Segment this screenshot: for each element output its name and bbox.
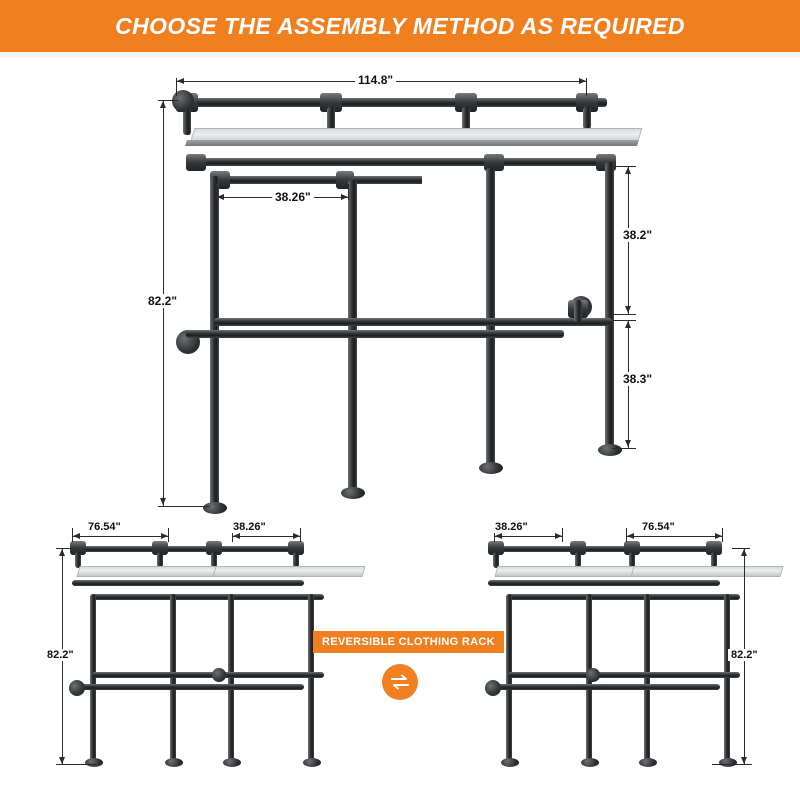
pipe-joint bbox=[186, 154, 206, 171]
variant-front-rail bbox=[508, 594, 740, 600]
banner-divider bbox=[0, 52, 800, 57]
dim-tick bbox=[348, 184, 349, 200]
dim-arrow bbox=[160, 101, 166, 108]
variant-post bbox=[228, 594, 234, 762]
floor-foot bbox=[165, 758, 183, 767]
dim-arrow bbox=[741, 549, 747, 556]
variant-lower-rail bbox=[488, 684, 720, 690]
dim-inner-span-label: 38.26" bbox=[272, 190, 314, 204]
dim-tick bbox=[158, 506, 210, 507]
variant-post bbox=[506, 594, 512, 762]
dim-tick bbox=[722, 528, 723, 542]
floor-foot bbox=[303, 758, 321, 767]
dim-arrow bbox=[233, 533, 240, 539]
dim-tick bbox=[56, 764, 96, 765]
wall-flange bbox=[212, 668, 226, 682]
dim-arrow bbox=[715, 533, 722, 539]
front-upper-rail bbox=[212, 176, 712, 184]
top-rail-pipe bbox=[175, 98, 607, 107]
dim-arrow bbox=[217, 194, 224, 200]
variant-lower-front-rail bbox=[92, 672, 324, 678]
dim-arrow bbox=[625, 306, 631, 313]
dim-right-height-label: 82.2" bbox=[728, 649, 761, 661]
upper-hang-rail bbox=[186, 158, 616, 166]
dim-line-left-long bbox=[72, 536, 168, 537]
dim-tick bbox=[586, 78, 587, 96]
dim-lower-right-height-label: 38.3" bbox=[620, 372, 655, 386]
header-banner bbox=[0, 0, 800, 52]
right-vertical-post bbox=[605, 162, 614, 450]
variant-top-rail bbox=[488, 546, 720, 552]
dim-arrow bbox=[495, 533, 502, 539]
dim-arrow bbox=[555, 533, 562, 539]
dim-tick bbox=[300, 528, 301, 542]
dim-arrow bbox=[177, 78, 184, 84]
variant-post bbox=[90, 594, 96, 762]
dim-tick bbox=[712, 764, 752, 765]
reversible-badge: REVERSIBLE CLOTHING RACK bbox=[313, 631, 504, 653]
dim-right-long-label: 76.54" bbox=[639, 521, 678, 533]
dim-arrow bbox=[293, 533, 300, 539]
variant-shelf-board bbox=[630, 566, 783, 577]
variant-rail bbox=[72, 580, 304, 586]
dim-right-short-label: 38.26" bbox=[492, 521, 531, 533]
left-vertical-post bbox=[210, 176, 219, 506]
dim-tick bbox=[168, 528, 169, 542]
dim-arrow bbox=[579, 78, 586, 84]
variant-lower-rail bbox=[72, 684, 304, 690]
floor-foot bbox=[639, 758, 657, 767]
floor-foot bbox=[223, 758, 241, 767]
dim-overall-height-label: 82.2" bbox=[145, 294, 180, 308]
lower-front-rail bbox=[214, 318, 612, 326]
dim-arrow bbox=[73, 533, 80, 539]
variant-post bbox=[644, 594, 650, 762]
dim-line-right-long bbox=[626, 536, 722, 537]
dim-arrow bbox=[341, 194, 348, 200]
dim-left-short-label: 38.26" bbox=[230, 521, 269, 533]
dim-arrow bbox=[59, 757, 65, 764]
floor-foot bbox=[598, 444, 622, 456]
floor-foot bbox=[341, 487, 365, 499]
dim-arrow bbox=[741, 757, 747, 764]
variant-post bbox=[724, 594, 730, 762]
dim-line-left-short bbox=[232, 536, 300, 537]
dim-tick bbox=[612, 448, 636, 449]
wall-flange bbox=[485, 680, 501, 696]
variant-rail bbox=[488, 580, 720, 586]
dim-tick bbox=[612, 314, 636, 315]
floor-foot bbox=[719, 758, 737, 767]
dim-arrow bbox=[625, 440, 631, 447]
variant-post bbox=[170, 594, 176, 762]
dim-arrow bbox=[59, 549, 65, 556]
variant-post bbox=[308, 594, 314, 762]
dim-upper-right-height-label: 38.2" bbox=[620, 228, 655, 242]
floor-foot bbox=[581, 758, 599, 767]
dim-arrow bbox=[160, 498, 166, 505]
dim-arrow bbox=[161, 533, 168, 539]
dim-top-width-label: 114.8" bbox=[355, 73, 396, 87]
variant-lower-front-rail bbox=[508, 672, 740, 678]
dim-line-right-short bbox=[494, 536, 562, 537]
dim-left-height-label: 82.2" bbox=[44, 649, 77, 661]
top-shelf-edge bbox=[185, 140, 639, 146]
wall-flange bbox=[586, 668, 600, 682]
lower-riser-pipe bbox=[574, 300, 582, 322]
dim-arrow bbox=[625, 167, 631, 174]
floor-foot bbox=[479, 462, 503, 474]
variant-top-rail bbox=[72, 546, 304, 552]
floor-foot bbox=[85, 758, 103, 767]
variant-front-rail bbox=[92, 594, 324, 600]
top-riser-pipe bbox=[583, 107, 591, 129]
variant-shelf-board bbox=[76, 566, 229, 577]
variant-shelf-board bbox=[494, 566, 647, 577]
swap-arrows-icon bbox=[382, 664, 418, 700]
dim-tick bbox=[562, 528, 563, 542]
lower-hang-rail bbox=[186, 330, 564, 338]
dim-left-long-label: 76.54" bbox=[85, 521, 124, 533]
wall-flange bbox=[69, 680, 85, 696]
floor-foot bbox=[501, 758, 519, 767]
dim-arrow bbox=[625, 321, 631, 328]
variant-shelf-board bbox=[212, 566, 365, 577]
page-title: CHOOSE THE ASSEMBLY METHOD AS REQUIRED bbox=[115, 12, 685, 39]
dim-arrow bbox=[627, 533, 634, 539]
floor-foot bbox=[203, 502, 227, 514]
